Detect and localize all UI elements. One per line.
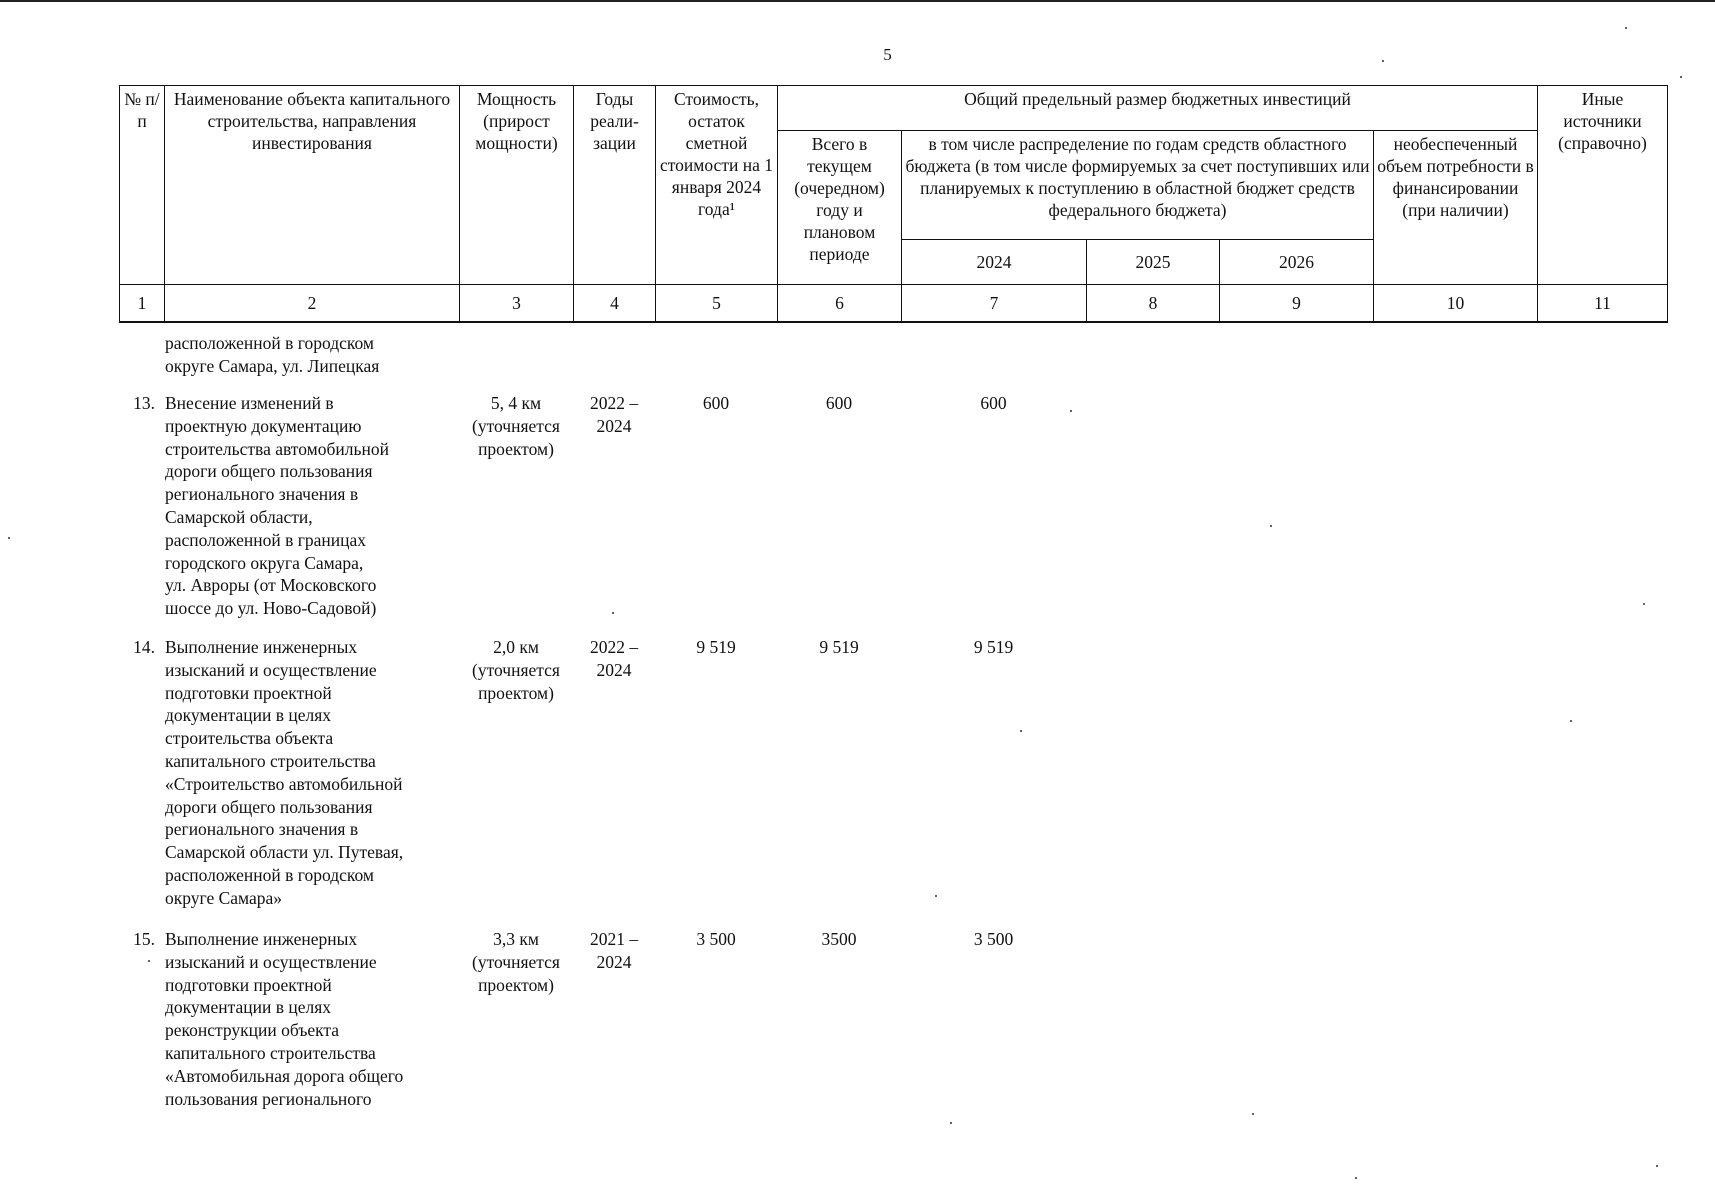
row-object-name: расположенной в городском округе Самара, ул. Липецкая xyxy=(165,333,380,376)
row-years: 2021 – 2024 xyxy=(589,929,639,972)
row-total: 9 519 xyxy=(819,637,859,657)
header-col-2026: 2026 xyxy=(1220,240,1374,285)
row-capacity: 3,3 км (уточняется проектом) xyxy=(472,929,560,995)
page-number: 5 xyxy=(883,45,892,64)
header-col-num: № п/п xyxy=(120,86,165,285)
row-cost: 600 xyxy=(702,393,730,413)
row-2024: 9 519 xyxy=(973,637,1014,657)
row-years: 2022 – 2024 xyxy=(589,637,639,680)
row-cost: 3 500 xyxy=(696,929,736,949)
row-number: 14. xyxy=(133,637,155,657)
column-number-cell: 4 xyxy=(574,285,656,323)
header-col-years: Годы реали-зации xyxy=(574,86,656,285)
investment-table-header xyxy=(119,85,1668,323)
column-number-cell: 10 xyxy=(1374,285,1538,323)
column-number-cell: 9 xyxy=(1220,285,1374,323)
header-col-by-years: в том числе распределение по годам средств областного бюджета (в том числе формируемых за счет поступивших или планируемых к поступлению в областной бюджет средств федерального бюджета) xyxy=(902,131,1374,240)
row-cost: 9 519 xyxy=(696,637,736,657)
column-number-cell: 6 xyxy=(778,285,902,323)
header-col-total: Всего в текущем (очередном) году и плановом периоде xyxy=(778,131,902,285)
header-col-capacity: Мощность (прирост мощности) xyxy=(460,86,574,285)
header-col-2024: 2024 xyxy=(902,240,1087,285)
column-number-cell: 11 xyxy=(1538,285,1668,323)
header-col-other: Иные источники (справочно) xyxy=(1538,86,1668,285)
page-top-rule xyxy=(0,0,1715,2)
column-number-cell: 2 xyxy=(165,285,460,323)
header-col-cost: Стоимость, остаток сметной стоимости на 1 января 2024 года¹ xyxy=(656,86,778,285)
row-object-name: Выполнение инженерных изысканий и осуществление подготовки проектной документации в целях строительства объекта капитального строительства «Строительство автомобильной дороги общего пользования регионального значения в Самарской области ул. Путевая, расположенной в городском округе Самара» xyxy=(165,637,404,908)
header-col-2025: 2025 xyxy=(1087,240,1220,285)
row-number: 13. xyxy=(133,393,155,413)
column-number-cell: 3 xyxy=(460,285,574,323)
column-number-cell: 8 xyxy=(1087,285,1220,323)
row-capacity: 2,0 км (уточняется проектом) xyxy=(472,637,560,703)
row-2024: 3 500 xyxy=(973,929,1014,949)
row-object-name: Выполнение инженерных изысканий и осуществление подготовки проектной документации в целях реконструкции объекта капитального строительства «Автомобильная дорога общего пользования регионального xyxy=(165,929,404,1109)
row-total: 3500 xyxy=(821,929,857,949)
row-2024: 600 xyxy=(980,393,1007,413)
row-years: 2022 – 2024 xyxy=(589,393,639,436)
header-col-name: Наименование объекта капитального строительства, направления инвестирования xyxy=(165,86,460,285)
column-number-cell: 1 xyxy=(120,285,165,323)
row-capacity: 5, 4 км (уточняется проектом) xyxy=(472,393,560,459)
header-col-investments: Общий предельный размер бюджетных инвестиций xyxy=(778,86,1538,131)
column-number-cell: 5 xyxy=(656,285,778,323)
header-col-unsecured: необеспеченный объем потребности в финансировании (при наличии) xyxy=(1374,131,1538,285)
column-number-cell: 7 xyxy=(902,285,1087,323)
row-total: 600 xyxy=(825,393,853,413)
row-number: 15. xyxy=(133,929,155,949)
row-object-name: Внесение изменений в проектную документацию строительства автомобильной дороги общего пользования регионального значения в Самарской области, расположенной в границах городского округа Самара, ул. Авроры (от Московского шоссе до ул. Ново-Садовой) xyxy=(165,393,389,619)
